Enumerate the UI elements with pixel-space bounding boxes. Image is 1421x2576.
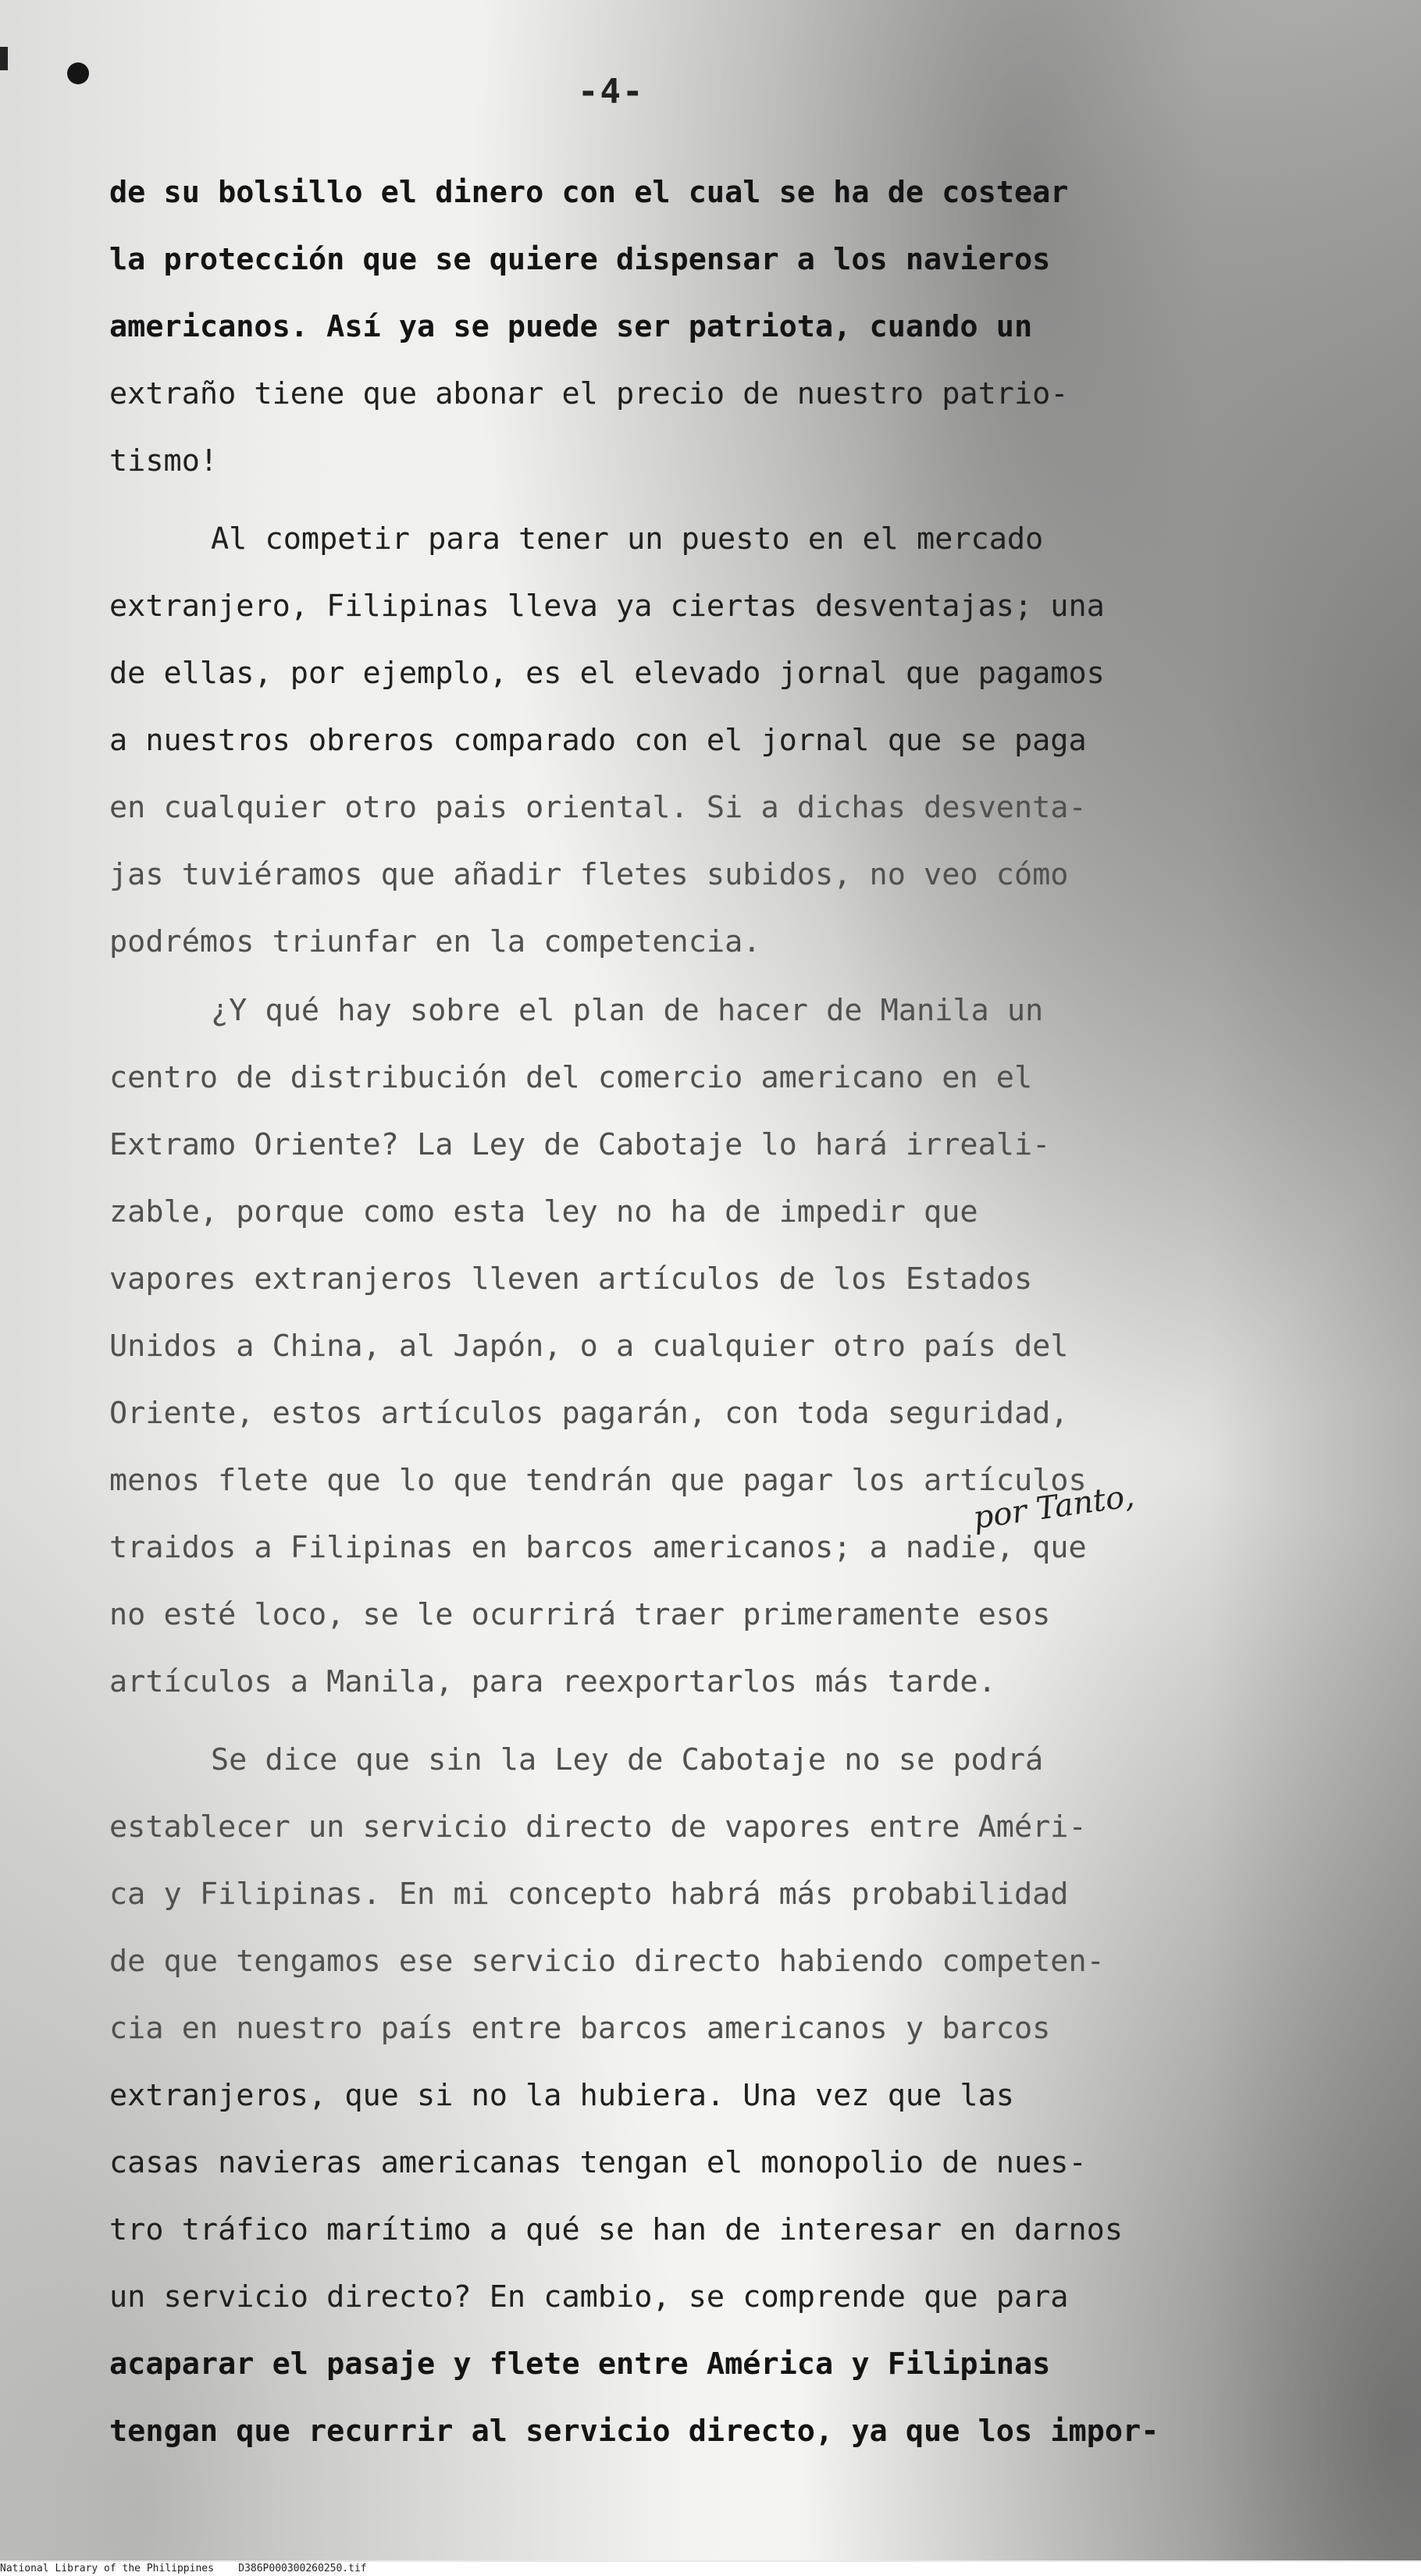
text-line: acaparar el pasaje y flete entre América y Filipinas: [109, 2347, 1051, 2382]
text-line: Al competir para tener un puesto en el mercado: [211, 521, 1044, 557]
text-line: tismo!: [109, 443, 219, 479]
text-line: de que tengamos ese servicio directo habiendo competen-: [109, 1944, 1105, 1979]
text-line: traidos a Filipinas en barcos americanos; a nadie, que: [109, 1530, 1087, 1565]
text-line: de ellas, por ejemplo, es el elevado jornal que pagamos: [109, 656, 1105, 691]
text-line: tengan que recurrir al servicio directo, ya que los impor-: [109, 2414, 1159, 2449]
text-line: menos flete que lo que tendrán que pagar los artículos: [109, 1463, 1087, 1498]
text-line: Se dice que sin la Ley de Cabotaje no se podrá: [211, 1742, 1044, 1777]
text-line: tro tráfico marítimo a qué se han de interesar en darnos: [109, 2212, 1124, 2247]
text-line: establecer un servicio directo de vapores entre Améri-: [109, 1809, 1087, 1845]
scan-footer-caption: National Library of the Philippines D386P000300260250.tif: [0, 2562, 1421, 2576]
text-line: Unidos a China, al Japón, o a cualquier otro país del: [109, 1329, 1069, 1364]
text-line: artículos a Manila, para reexportarlos más tarde.: [109, 1664, 996, 1699]
text-line: extranjeros, que si no la hubiera. Una vez que las: [109, 2078, 1014, 2113]
text-line: de su bolsillo el dinero con el cual se ha de costear: [109, 175, 1069, 210]
text-line: a nuestros obreros comparado con el jornal que se paga: [109, 723, 1087, 758]
text-line: podrémos triunfar en la competencia.: [109, 924, 761, 959]
text-line: casas navieras americanas tengan el monopolio de nues-: [109, 2145, 1087, 2180]
text-line: un servicio directo? En cambio, se comprende que para: [109, 2279, 1069, 2314]
text-line: americanos. Así ya se puede ser patriota, cuando un: [109, 309, 1033, 344]
text-line: extraño tiene que abonar el precio de nuestro patrio-: [109, 376, 1069, 411]
text-line: ca y Filipinas. En mi concepto habrá más probabilidad: [109, 1877, 1069, 1912]
text-line: vapores extranjeros lleven artículos de los Estados: [109, 1261, 1033, 1297]
text-line: Oriente, estos artículos pagarán, con toda seguridad,: [109, 1396, 1069, 1431]
text-line: cia en nuestro país entre barcos americanos y barcos: [109, 2011, 1051, 2046]
text-line: en cualquier otro pais oriental. Si a dichas desventa-: [109, 790, 1087, 825]
text-line: jas tuviéramos que añadir fletes subidos, no veo cómo: [109, 857, 1069, 892]
text-line: no esté loco, se le ocurrirá traer primeramente esos: [109, 1597, 1051, 1632]
text-line: Extramo Oriente? La Ley de Cabotaje lo hará irreali-: [109, 1127, 1051, 1162]
handwritten-annotation: por Tanto,: [970, 1478, 1137, 1536]
text-line: extranjero, Filipinas lleva ya ciertas desventajas; una: [109, 589, 1105, 624]
text-line: zable, porque como esta ley no ha de impedir que: [109, 1194, 978, 1229]
text-line: ¿Y qué hay sobre el plan de hacer de Manila un: [211, 993, 1044, 1028]
page-number: -4-: [578, 72, 645, 112]
punch-hole: [67, 62, 89, 84]
text-line: la protección que se quiere dispensar a los navieros: [109, 242, 1051, 277]
text-line: centro de distribución del comercio americano en el: [109, 1060, 1033, 1095]
scan-edge-mark: [0, 47, 8, 70]
